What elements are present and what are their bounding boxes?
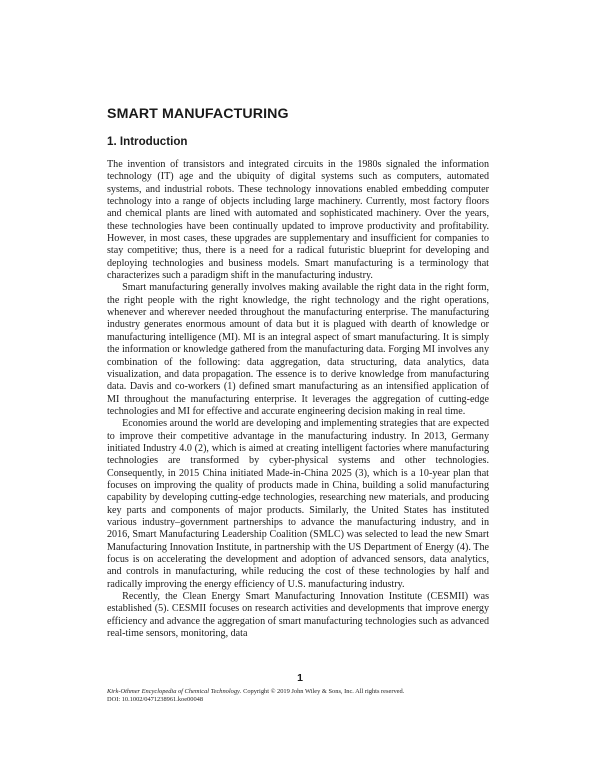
footer-citation <box>107 688 527 696</box>
article-title: SMART MANUFACTURING <box>107 106 289 122</box>
encyclopedia-name: Kirk-Othmer Encyclopedia of Chemical Technology <box>107 688 240 695</box>
paragraph: Economies around the world are developing and implementing strategies that are expected to improve their competitive advantage in the manufacturing industry. In 2013, Germany initiated Industry 4.0 (2), which is aimed at creating intelligent factories where manufacturing technologies are transformed by cyber-physical systems and other technologies. Consequently, in 2015 China initiated Made-in-China 2025 (3), which is a 10-year plan that focuses on improving the quality of products made in China, building a solid manufacturing capability by developing cutting-edge technologies, researching new materials, and producing key parts and components of major products. Similarly, the United States has instituted various industry–government partnerships to advance the manufacturing industry, and in 2016, Smart Manufacturing Leadership Coalition (SMLC) was selected to lead the new Smart Manufacturing Innovation Institute, in partnership with the US Department of Energy (4). The focus is on accelerating the development and adoption of advanced sensors, data analytics, and controls in manufacturing, while reducing the cost of these technologies by half and radically improving the energy efficiency of U.S. manufacturing industry. <box>107 418 489 590</box>
paragraph: Smart manufacturing generally involves making available the right data in the right form, the right people with the right knowledge, the right technology and the right operations, whenever and wherever needed throughout the manufacturing enterprise. The manufacturing industry generates enormous amount of data but it is plagued with dearth of knowledge or manufacturing intelligence (MI). MI is an integral aspect of smart manufacturing. It is simply the information or knowledge gathered from the manufacturing data. Forging MI involves any combination of the following: data aggregation, data structuring, data analytics, data visualization, and data propagation. The essence is to derive knowledge from manufacturing data. Davis and co-workers (1) defined smart manufacturing as an intensified application of MI throughout the manufacturing enterprise. It leverages the aggregation of cutting-edge technologies and MI for effective and accurate engineering decision making in real time. <box>107 282 489 417</box>
article-body <box>107 159 489 640</box>
section-heading: 1. Introduction <box>107 135 188 148</box>
page-number: 1 <box>297 672 303 684</box>
paragraph: Recently, the Clean Energy Smart Manufacturing Innovation Institute (CESMII) was established (5). CESMII focuses on research activities and developments that improve energy efficiency and advance the aggregation of smart manufacturing technologies such as advanced real-time sensors, monitoring, data <box>107 591 489 640</box>
page-footer <box>107 688 527 705</box>
doi-line: DOI: 10.1002/0471238961.koe00048 <box>107 696 204 704</box>
copyright-notice: . Copyright © 2019 John Wiley & Sons, Inc. All rights reserved. <box>239 688 405 695</box>
paragraph: The invention of transistors and integrated circuits in the 1980s signaled the information technology (IT) age and the ubiquity of digital systems such as computers, automated systems, and industrial robots. These technology innovations enabled embedding computer technology into a range of objects including large machinery. Currently, most factory floors and chemical plants are lined with automated and sophisticated machinery. Over the years, these technologies have been continually updated to improve productivity and profitability. However, in most cases, these upgrades are supplementary and insufficient for companies to stay competitive; thus, there is a need for a radical futuristic blueprint for developing and deploying technologies and business models. Smart manufacturing is a terminology that characterizes such a paradigm shift in the manufacturing industry. <box>107 159 489 282</box>
